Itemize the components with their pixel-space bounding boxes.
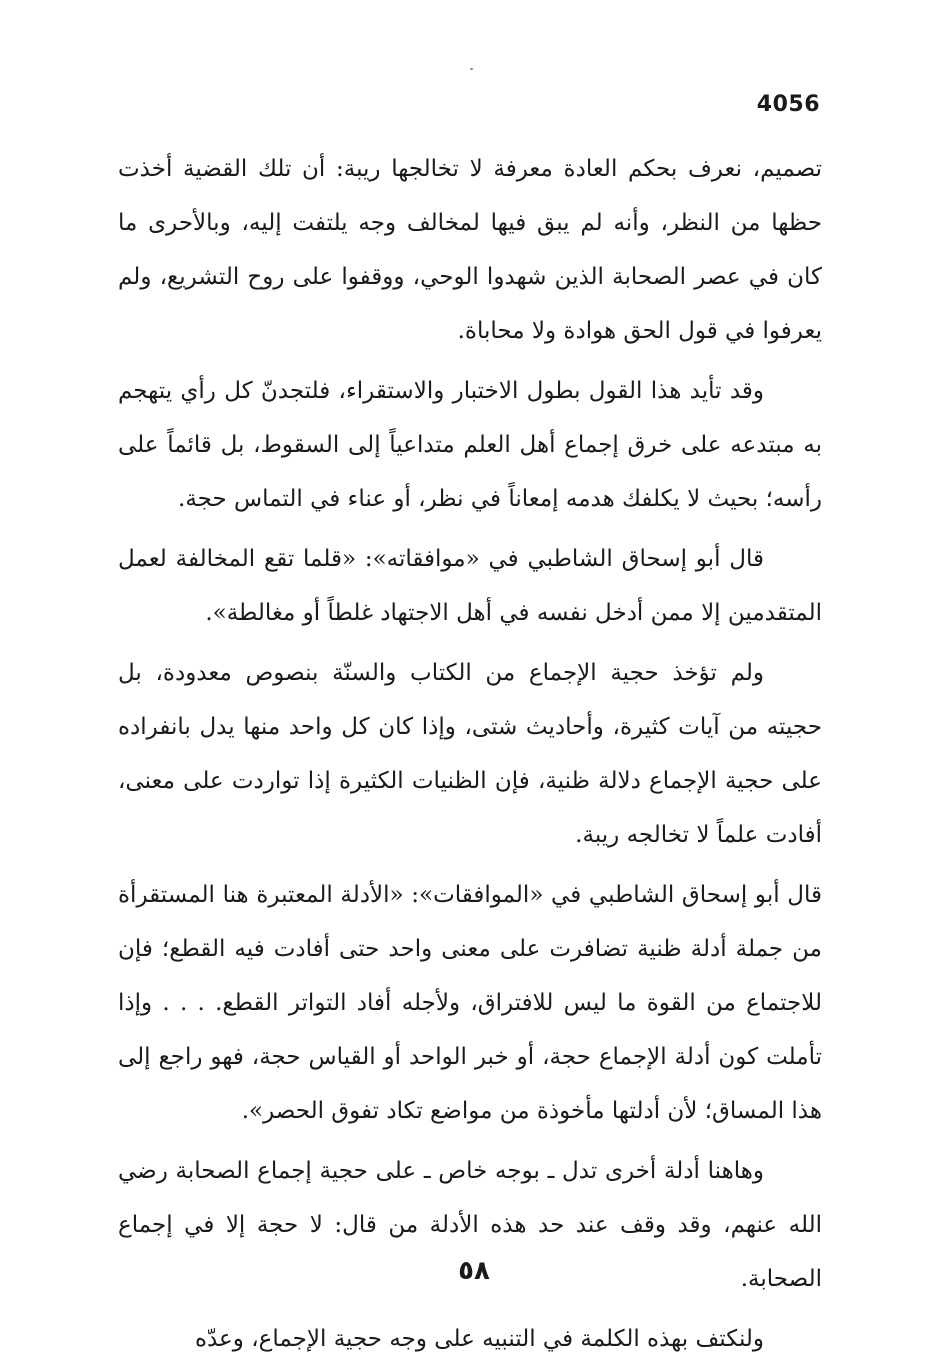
paragraph-7: ولنكتف بهذه الكلمة في التنبيه على وجه حجية الإجماع، وعدّه xyxy=(194,1326,764,1352)
paragraph-2: وقد تأيد هذا القول بطول الاختبار والاستقراء، فلتجدنّ كل رأي يتهجم به مبتدعه على خرق إجماع أهل العلم متداعياً إلى السقوط، بل قائماً على رأسه؛ بحيث لا يكلفك هدمه إمعاناً في نظر، أو عناء في التماس حجة. xyxy=(118,378,822,512)
paragraph-5-quote-muwafaqat: قال أبو إسحاق الشاطبي في «الموافقات»: «الأدلة المعتبرة هنا المستقرأة من جملة أدلة ظنية تضافرت على معنى واحد حتى أفادت فيه القطع؛ فإن للاجتماع من القوة ما ليس للافتراق، ولأجله أفاد التواتر القطع. . . . وإذا تأملت كون أدلة الإجماع حجة، أو خبر الواحد أو القياس حجة، فهو راجع إلى هذا المساق؛ لأن أدلتها مأخوذة من مواضع تكاد تفوق الحصر». xyxy=(118,882,822,1124)
scan-artifact-dot xyxy=(470,68,473,70)
paragraph-6: وهاهنا أدلة أخرى تدل ـ بوجه خاص ـ على حجية إجماع الصحابة رضي الله عنهم، وقد وقف عند حد هذه الأدلة من قال: لا حجة إلا في إجماع الصحابة. xyxy=(118,1158,822,1292)
paragraph-4: ولم تؤخذ حجية الإجماع من الكتاب والسنّة بنصوص معدودة، بل حجيته من آيات كثيرة، وأحاديث شتى، وإذا كان كل واحد منها يدل بانفراده على حجية الإجماع دلالة ظنية، فإن الظنيات الكثيرة إذا تواردت على معنى، أفادت علماً لا تخالجه ريبة. xyxy=(118,660,822,848)
body-text xyxy=(118,142,822,1372)
page-number: ٥٨ xyxy=(458,1256,490,1286)
paragraph-continuation: تصميم، نعرف بحكم العادة معرفة لا تخالجها ريبة: أن تلك القضية أخذت حظها من النظر، وأنه لم يبق فيها لمخالف وجه يلتفت إليه، وبالأحرى ما كان في عصر الصحابة الذين شهدوا الوحي، ووقفوا على روح التشريع، ولم يعرفوا في قول الحق هوادة ولا محاباة. xyxy=(118,156,822,344)
paragraph-3-quote-shatibi: قال أبو إسحاق الشاطبي في «موافقاته»: «قلما تقع المخالفة لعمل المتقدمين إلا ممن أدخل نفسه في أهل الاجتهاد غلطاً أو مغالطة». xyxy=(118,546,822,626)
page-identifier: 4056 xyxy=(756,92,820,117)
